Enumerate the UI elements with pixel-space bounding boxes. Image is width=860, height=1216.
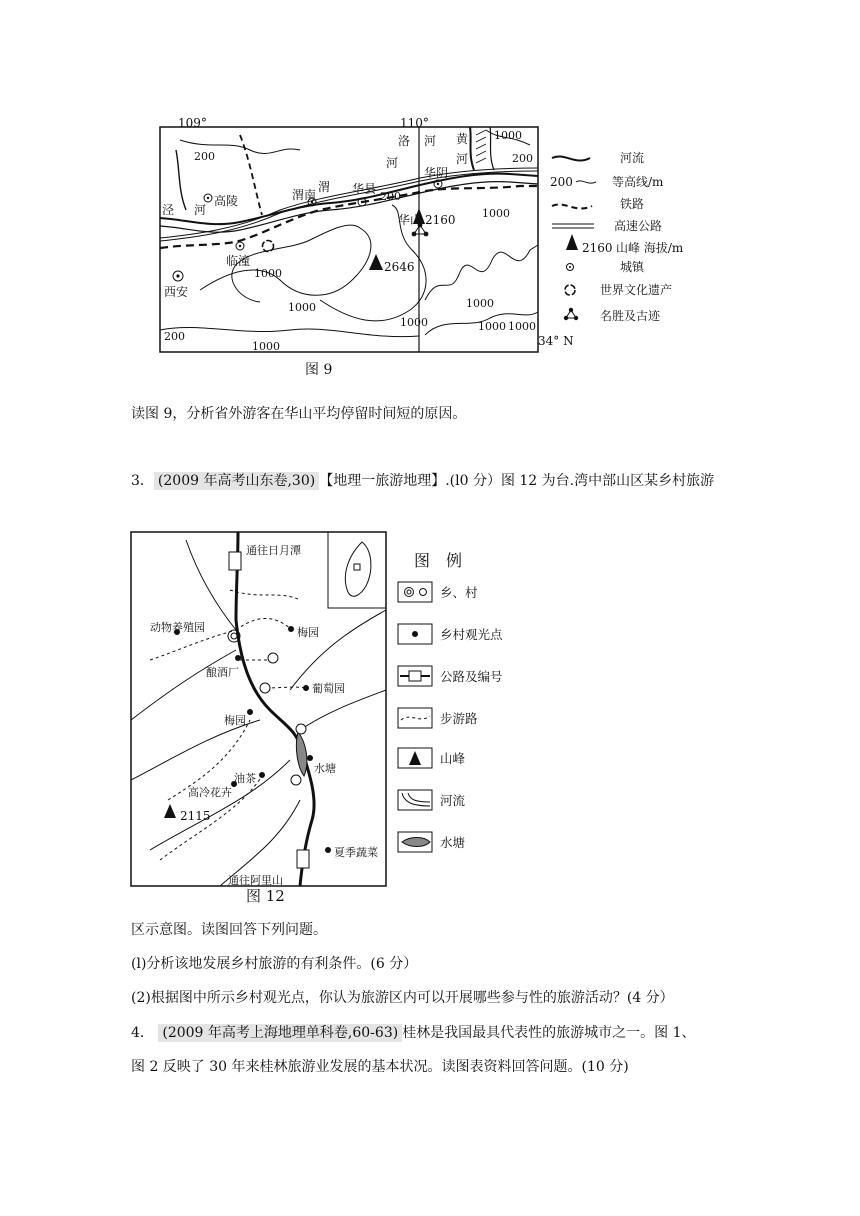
spot-veg-dot <box>325 847 331 853</box>
legend-contour-value: 200 <box>550 175 573 189</box>
label-wei-he: 河 <box>386 156 399 170</box>
elev-1000-se3: 1000 <box>508 320 536 333</box>
legend-village: 乡、村 <box>440 585 478 600</box>
question-read-fig9: 读图 9，分析省外游客在华山平均停留时间短的原因。 <box>131 406 467 422</box>
q4-text: 桂林是我国最具代表性的旅游城市之一。图 1、 <box>402 1025 696 1041</box>
legend-pond-icon <box>402 838 430 847</box>
tributary-6 <box>300 690 386 730</box>
town-lintong <box>236 242 244 250</box>
label-huaxian: 华县 <box>352 182 377 196</box>
village-icon <box>291 775 301 785</box>
q4-source: (2009 年高考上海地理单科卷,60-63) <box>158 1024 402 1042</box>
elev-1000-hs: 1000 <box>482 207 510 220</box>
legend-heritage: 世界文化遗产 <box>600 283 673 297</box>
legend-heritage-icon <box>565 285 575 295</box>
label-flowers: 高冷花卉 <box>188 786 232 799</box>
tributary-5 <box>290 610 386 690</box>
label-huashan: 华山 <box>398 213 423 227</box>
elev-1000-bot: 1000 <box>252 340 280 353</box>
legend-pond: 水塘 <box>440 835 466 850</box>
legend-highway: 高速公路 <box>614 219 663 233</box>
legend-township-icon <box>405 588 414 597</box>
peak-2115-value: 2115 <box>180 809 211 823</box>
legend-peak-icon <box>566 234 578 250</box>
heritage-icon <box>263 241 274 252</box>
elev-200-ne: 200 <box>512 152 533 165</box>
contour-1000-east <box>425 245 538 300</box>
label-veg: 夏季蔬菜 <box>334 846 378 859</box>
legend-river: 河流 <box>620 151 645 165</box>
spot-plum1-dot <box>288 626 294 632</box>
fig9-caption: 图 9 <box>305 362 333 378</box>
q3-source: (2009 年高考山东卷,30) <box>154 472 319 490</box>
village-icon <box>260 683 270 693</box>
road-north-label: 通往日月潭 <box>246 544 301 557</box>
q4-number: 4． <box>131 1025 154 1041</box>
elev-1000-se1: 1000 <box>466 297 494 310</box>
village-icon <box>296 724 306 734</box>
trail-north <box>230 590 300 600</box>
label-tea: 油茶 <box>234 772 256 785</box>
elev-1000-ne: 1000 <box>494 129 522 142</box>
trail-zoo <box>150 630 236 660</box>
legend-spot-icon <box>412 631 418 637</box>
contour-200-south <box>160 327 419 336</box>
legend-town-icon <box>567 264 574 271</box>
legend-road-icon <box>409 671 421 681</box>
tributary-3 <box>150 760 290 850</box>
legend-road: 公路及编号 <box>440 669 503 684</box>
fig9-legend <box>550 150 684 323</box>
spot-plum2-dot <box>247 709 253 715</box>
label-plum1: 梅园 <box>297 626 319 639</box>
legend-trail-icon <box>401 716 430 720</box>
label-lintong: 临潼 <box>226 254 251 268</box>
legend-village-icon <box>420 589 427 596</box>
town-gaoling <box>204 194 212 202</box>
jing-river <box>176 150 186 210</box>
trail-grape <box>266 687 306 688</box>
road-south-label: 通往阿里山 <box>228 874 283 887</box>
legend-title: 图 例 <box>414 551 463 570</box>
label-huang-he: 河 <box>456 152 469 166</box>
legend-contour: 等高线/m <box>612 175 664 189</box>
peak-2115-icon <box>164 804 176 818</box>
legend-sites-icon <box>564 308 578 320</box>
legend-spot: 乡村观光点 <box>440 627 503 642</box>
figure-9-map <box>0 0 860 390</box>
q3-line1 <box>131 472 714 490</box>
legend-contour-icon <box>576 181 596 183</box>
lat-34: 34° N <box>538 334 574 348</box>
peak-central-icon <box>369 254 383 270</box>
legend-railway: 铁路 <box>620 197 645 211</box>
label-plum2: 梅园 <box>224 714 246 727</box>
q3-number: 3． <box>131 473 154 489</box>
legend-river12: 河流 <box>440 793 466 808</box>
yellow-river-floodplain <box>476 130 486 163</box>
elev-1000-s: 1000 <box>400 316 428 329</box>
taiwan-outline <box>345 542 371 596</box>
label-weinan: 渭南 <box>292 188 317 202</box>
spot-tea-dot <box>259 772 265 778</box>
legend-peak-value: 2160 <box>582 241 613 255</box>
road-sign-north <box>229 552 241 570</box>
legend-sites: 名胜及古迹 <box>600 309 661 323</box>
q3-part2: (2)根据图中所示乡村观光点，你认为旅游区内可以开展哪些参与性的旅游活动？(4 分） <box>131 990 674 1006</box>
elev-200-sw: 200 <box>164 330 185 343</box>
lon-109: 109° <box>178 116 207 130</box>
q3-text: 【地理一旅游地理】.(l0 分）图 12 为台.湾中部山区某乡村旅游 <box>319 473 715 489</box>
legend-trail: 步游路 <box>440 711 478 726</box>
label-luo: 洛 <box>398 134 411 148</box>
elev-200-hx: 200 <box>380 190 401 203</box>
spot-grape-dot <box>303 685 309 691</box>
label-jing-he: 河 <box>194 203 207 217</box>
label-brewery: 酿酒厂 <box>206 666 239 679</box>
label-grape: 葡萄园 <box>312 682 345 695</box>
legend-peak12-icon <box>409 751 421 765</box>
legend-river12-icon <box>402 793 430 806</box>
pond <box>296 732 306 776</box>
peak-central-value: 2646 <box>384 260 415 274</box>
figure-12-map <box>0 520 860 910</box>
fig12-legend <box>398 551 503 852</box>
label-jing: 泾 <box>162 203 175 217</box>
q3-continue: 区示意图。读图回答下列问题。 <box>131 922 327 938</box>
q3-part1: (l)分析该地发展乡村旅游的有利条件。(6 分） <box>131 956 418 972</box>
label-gaoling: 高陵 <box>214 194 239 208</box>
road-sign-south <box>297 850 309 868</box>
map-frame-12 <box>131 532 386 886</box>
lon-110: 110° <box>400 116 429 130</box>
inset-location <box>354 564 360 570</box>
legend-town: 城镇 <box>620 260 645 274</box>
legend-river-icon <box>552 156 590 160</box>
elev-1000-mid: 1000 <box>288 301 316 314</box>
elev-1000-lt: 1000 <box>254 267 282 280</box>
legend-railway-icon <box>552 204 592 208</box>
trail-plum <box>236 618 292 630</box>
legend-peak: 山峰 海拔/m <box>616 241 684 255</box>
village-icon <box>268 653 278 663</box>
q4-line2: 图 2 反映了 30 年来桂林旅游业发展的基本状况。读图表资料回答问题。(10 分) <box>131 1059 629 1075</box>
fig12-caption: 图 12 <box>246 887 285 905</box>
luo-river <box>470 127 474 170</box>
label-zoo: 动物养殖园 <box>150 621 205 634</box>
peak-huashan-value: 2160 <box>425 213 456 227</box>
label-xian: 西安 <box>164 285 189 299</box>
q4-line1 <box>131 1024 696 1042</box>
label-huayin: 华阴 <box>424 166 449 180</box>
town-xian <box>173 271 183 281</box>
elev-1000-se2: 1000 <box>478 320 506 333</box>
label-huang: 黄 <box>456 132 469 146</box>
main-river <box>236 532 314 886</box>
elev-200-nw: 200 <box>194 150 215 163</box>
label-pond: 水塘 <box>314 762 336 775</box>
spot-brewery-dot <box>235 655 241 661</box>
tributary-1 <box>131 650 236 720</box>
label-wei: 渭 <box>318 180 331 194</box>
tributary-2 <box>131 720 260 780</box>
legend-peak12: 山峰 <box>440 751 466 766</box>
spot-pond-dot <box>307 755 313 761</box>
label-luo-he: 河 <box>424 134 437 148</box>
